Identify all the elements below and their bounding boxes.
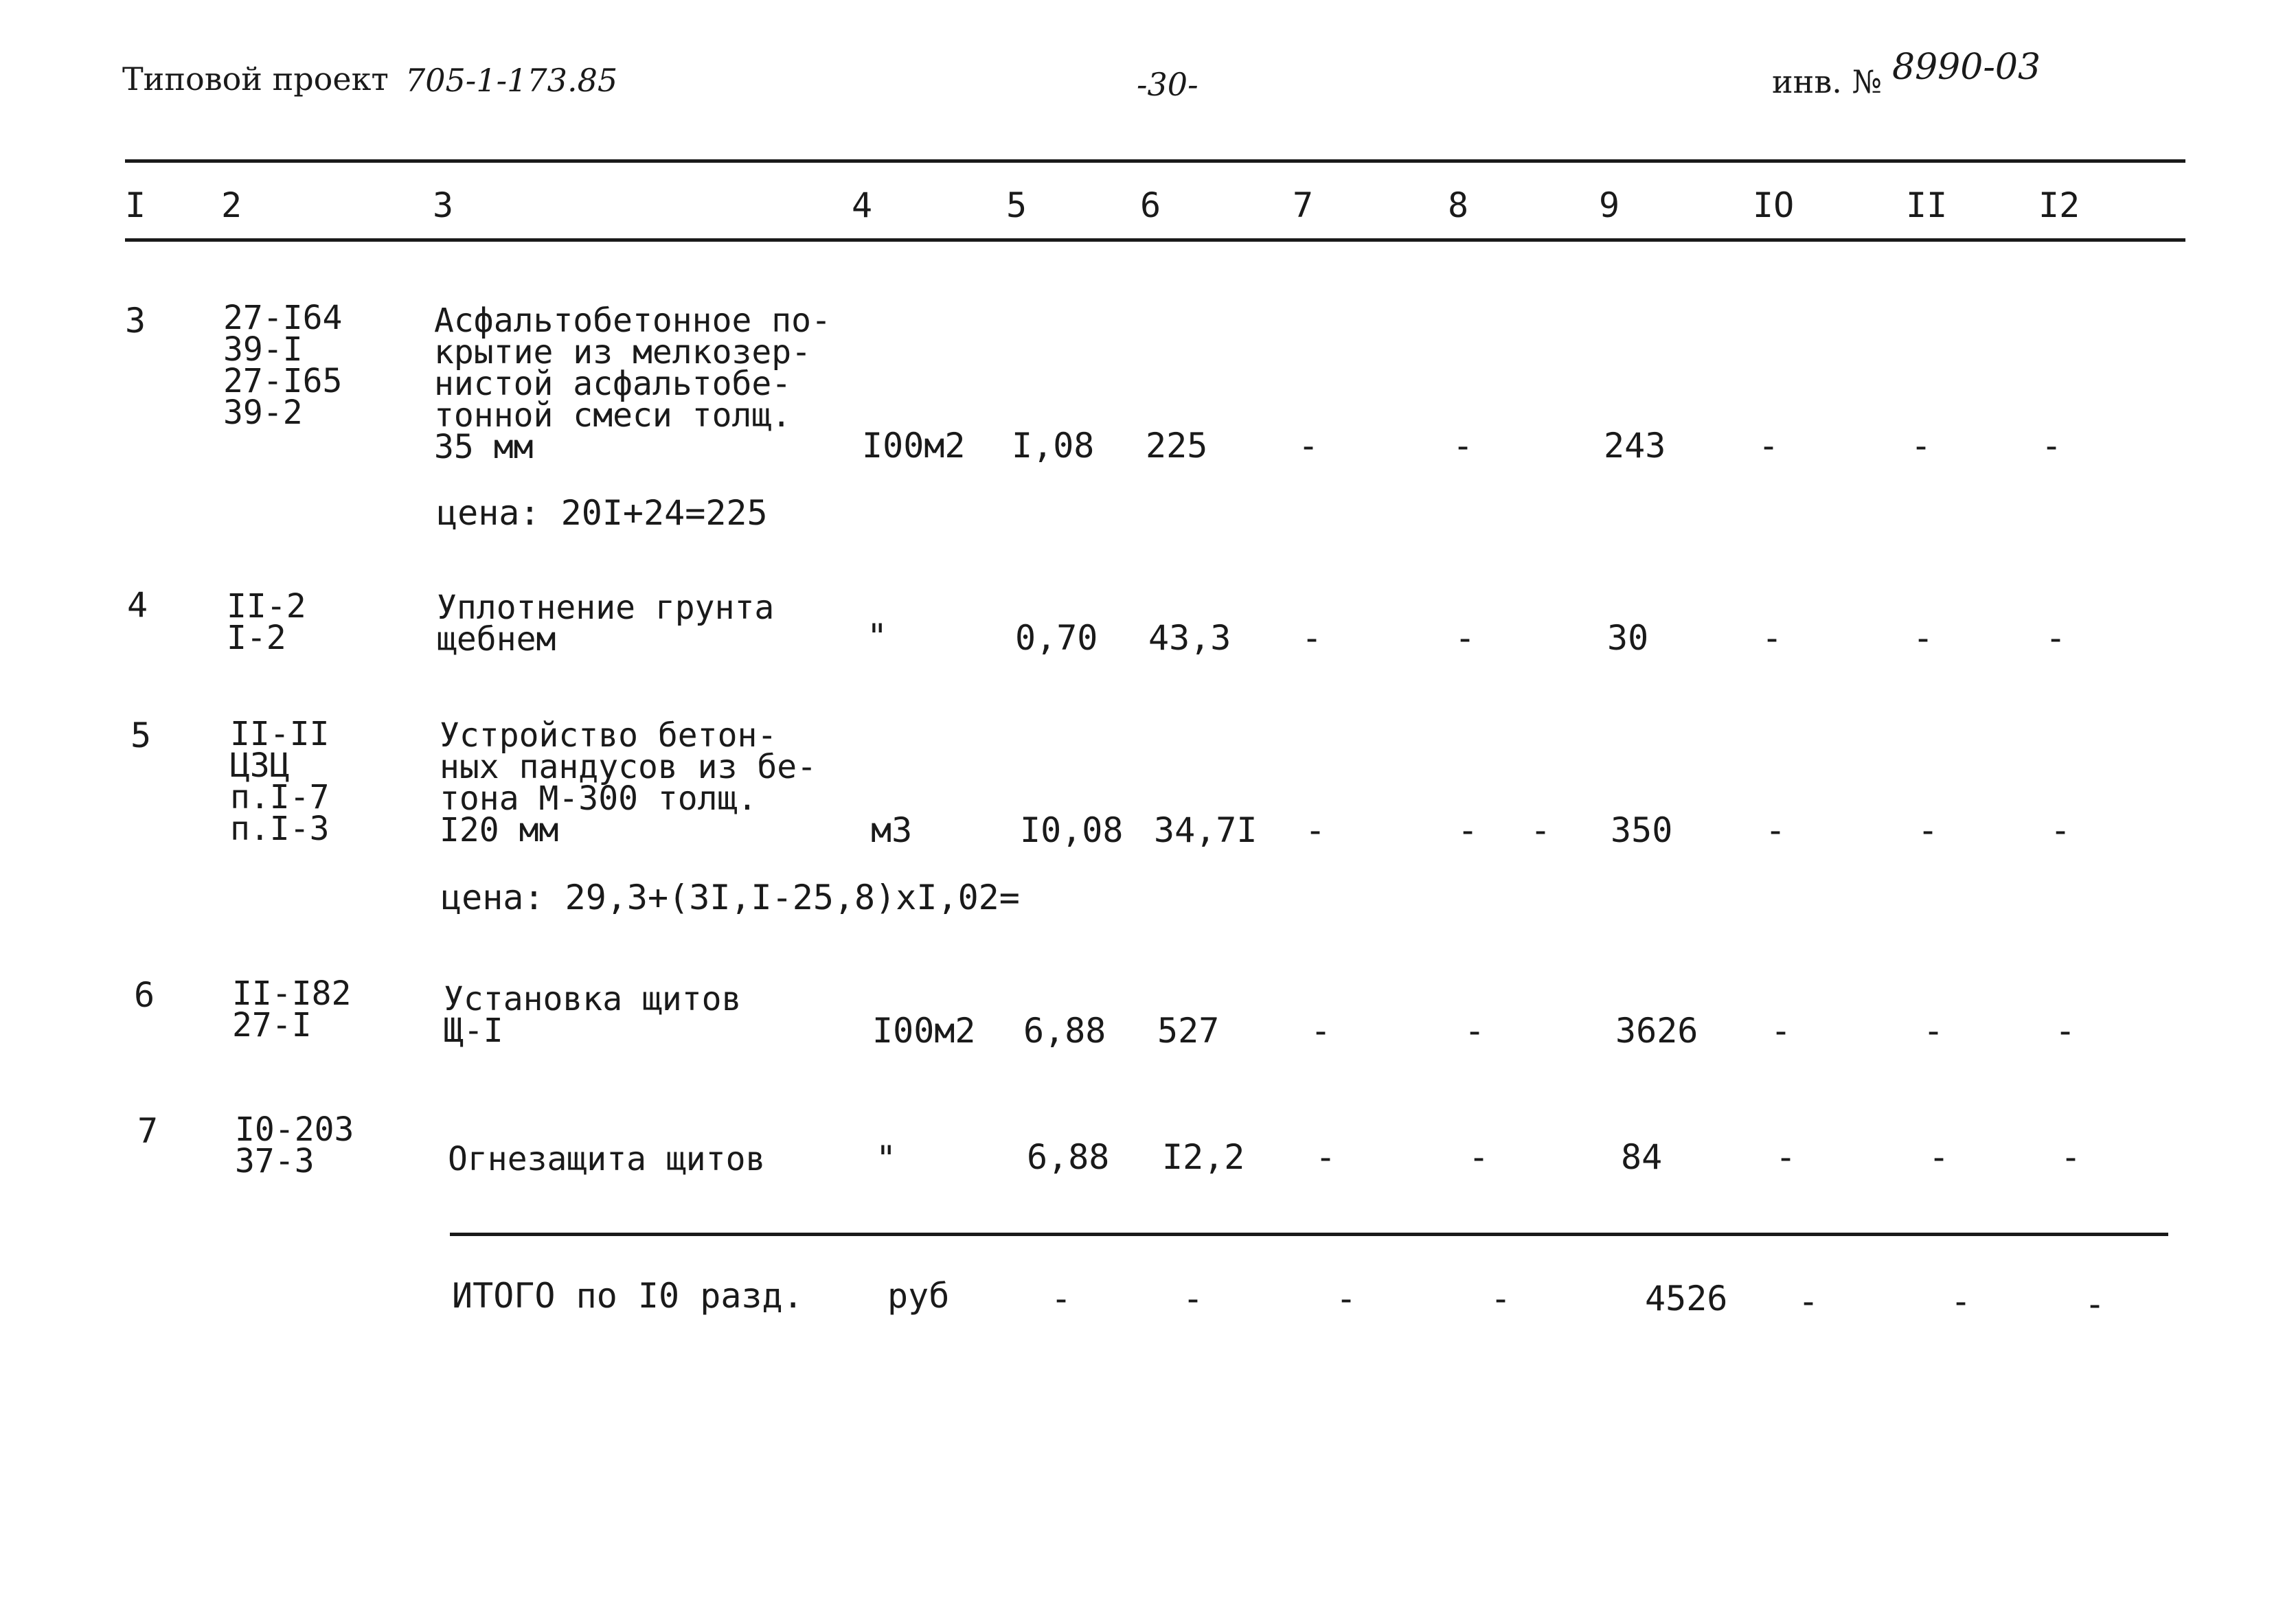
row-description <box>448 1140 766 1178</box>
desc-line: Уплотнение грунта <box>437 589 775 627</box>
col10-cell: - <box>1775 1137 1797 1177</box>
code-line: I-2 <box>227 619 286 657</box>
inv-label: инв. № <box>1772 63 1882 100</box>
unit-cell: " <box>876 1139 897 1178</box>
totals-col12: - <box>2084 1284 2106 1324</box>
row-number: 7 <box>137 1111 159 1151</box>
project-number: 705-1-173.85 <box>405 62 618 99</box>
code-line: I0-203 <box>235 1110 354 1149</box>
col10-cell: - <box>1765 810 1786 850</box>
qty-cell: 6,88 <box>1027 1137 1110 1177</box>
desc-line: I20 мм <box>440 811 559 849</box>
code-line: 39-I <box>223 330 303 369</box>
totals-col10: - <box>1798 1281 1819 1321</box>
price-cell: I2,2 <box>1162 1137 1245 1177</box>
col7-cell: - <box>1302 618 1323 658</box>
total-cell: 30 <box>1607 618 1649 658</box>
qty-cell: 6,88 <box>1023 1011 1106 1051</box>
col12-cell: - <box>2041 426 2062 466</box>
row-description <box>437 589 775 659</box>
col10-cell: - <box>1762 618 1783 658</box>
col7-cell: - <box>1298 426 1319 466</box>
code-line: 37-3 <box>235 1142 315 1180</box>
code-line: 39-2 <box>223 393 303 432</box>
totals-col11: - <box>1951 1281 1972 1321</box>
price-cell: 34,7I <box>1154 810 1258 850</box>
price-note: цена: 20I+24=225 <box>437 493 768 533</box>
total-cell: 243 <box>1604 426 1666 466</box>
totals-col5: - <box>1051 1279 1072 1318</box>
desc-line: 35 мм <box>434 428 534 466</box>
col11-cell: - <box>1923 1011 1944 1051</box>
unit-cell: " <box>867 617 888 656</box>
code-line: п.I-7 <box>230 778 330 816</box>
row-codes <box>232 974 352 1044</box>
page-number: -30- <box>1137 66 1198 103</box>
row-codes <box>227 587 306 657</box>
totals-col7: - <box>1336 1279 1357 1318</box>
price-cell: 225 <box>1146 426 1208 466</box>
column-number: IO <box>1753 185 1795 225</box>
column-number: 7 <box>1293 185 1314 225</box>
column-number: II <box>1906 185 1948 225</box>
col8-cell: - <box>1468 1137 1490 1177</box>
unit-cell: м3 <box>871 810 913 850</box>
col10-cell: - <box>1771 1011 1792 1051</box>
col7-cell: - <box>1310 1011 1332 1051</box>
qty-cell: I0,08 <box>1020 810 1124 850</box>
column-number: 3 <box>433 185 454 225</box>
code-line: 27-I64 <box>223 299 343 337</box>
col8-cell: - <box>1464 1011 1486 1051</box>
col11-cell: - <box>1911 426 1932 466</box>
code-line: II-II <box>230 715 330 753</box>
code-line: ЦЗЦ <box>230 746 290 785</box>
totals-label: ИТОГО по I0 разд. <box>452 1276 804 1316</box>
project-label: Типовой проект <box>122 60 389 98</box>
code-line: 27-I65 <box>223 362 343 400</box>
column-number: 9 <box>1599 185 1620 225</box>
column-number: 2 <box>221 185 242 225</box>
col8-cell: - <box>1457 810 1479 850</box>
total-cell: 350 <box>1611 810 1673 850</box>
col11-cell: - <box>1918 810 1939 850</box>
inv-number: 8990-03 <box>1892 47 2041 88</box>
column-number: 4 <box>852 185 873 225</box>
column-header-rule <box>125 238 2185 242</box>
total-cell: 3626 <box>1615 1011 1698 1051</box>
row-description <box>434 301 831 466</box>
unit-cell: I00м2 <box>862 426 966 466</box>
desc-line: тонной смеси толщ. <box>434 396 792 435</box>
col8-extra-cell: - <box>1530 810 1551 850</box>
qty-cell: I,08 <box>1012 426 1095 466</box>
desc-line: Установка щитов <box>444 980 742 1018</box>
desc-line: крытие из мелкозер- <box>434 333 812 372</box>
col8-cell: - <box>1453 426 1474 466</box>
price-cell: 43,3 <box>1148 618 1231 658</box>
col12-cell: - <box>2050 810 2071 850</box>
desc-line: Устройство бетон- <box>440 716 777 755</box>
column-number: I2 <box>2038 185 2080 225</box>
desc-line: Щ-I <box>444 1012 503 1050</box>
column-number: 5 <box>1006 185 1027 225</box>
desc-line: нистой асфальтобе- <box>434 365 792 403</box>
column-number: I <box>125 185 146 225</box>
row-number: 4 <box>127 585 148 625</box>
desc-line: щебнем <box>437 620 556 659</box>
row-number: 6 <box>134 975 155 1015</box>
top-rule <box>125 159 2185 163</box>
qty-cell: 0,70 <box>1015 618 1098 658</box>
totals-unit: руб <box>887 1276 950 1316</box>
totals-rule <box>450 1233 2168 1236</box>
row-codes <box>235 1110 354 1180</box>
column-number: 8 <box>1448 185 1469 225</box>
col11-cell: - <box>1913 618 1934 658</box>
totals-col6: - <box>1183 1279 1204 1318</box>
totals-total: 4526 <box>1645 1279 1728 1318</box>
desc-line: Огнезащита щитов <box>448 1140 766 1178</box>
code-line: II-2 <box>227 587 306 626</box>
code-line: п.I-3 <box>230 810 330 848</box>
col12-cell: - <box>2055 1011 2076 1051</box>
row-description <box>444 980 742 1050</box>
desc-line: тона М-300 толщ. <box>440 779 758 818</box>
column-number: 6 <box>1140 185 1161 225</box>
price-cell: 527 <box>1157 1011 1220 1051</box>
row-codes <box>223 299 343 432</box>
code-line: II-I82 <box>232 974 352 1013</box>
desc-line: Асфальтобетонное по- <box>434 301 831 340</box>
col8-cell: - <box>1455 618 1476 658</box>
col12-cell: - <box>2060 1137 2082 1177</box>
unit-cell: I00м2 <box>872 1011 976 1051</box>
desc-line: ных пандусов из бе- <box>440 748 817 786</box>
row-number: 5 <box>130 716 152 755</box>
code-line: 27-I <box>232 1006 312 1044</box>
col7-cell: - <box>1305 810 1326 850</box>
col7-cell: - <box>1315 1137 1337 1177</box>
row-number: 3 <box>125 301 146 341</box>
col11-cell: - <box>1929 1137 1950 1177</box>
col12-cell: - <box>2045 618 2067 658</box>
total-cell: 84 <box>1621 1137 1663 1177</box>
row-description <box>440 716 817 849</box>
totals-col8: - <box>1490 1279 1512 1318</box>
row-codes <box>230 715 330 848</box>
price-note: цена: 29,3+(3I,I-25,8)хI,02= <box>441 878 1020 917</box>
col10-cell: - <box>1758 426 1780 466</box>
